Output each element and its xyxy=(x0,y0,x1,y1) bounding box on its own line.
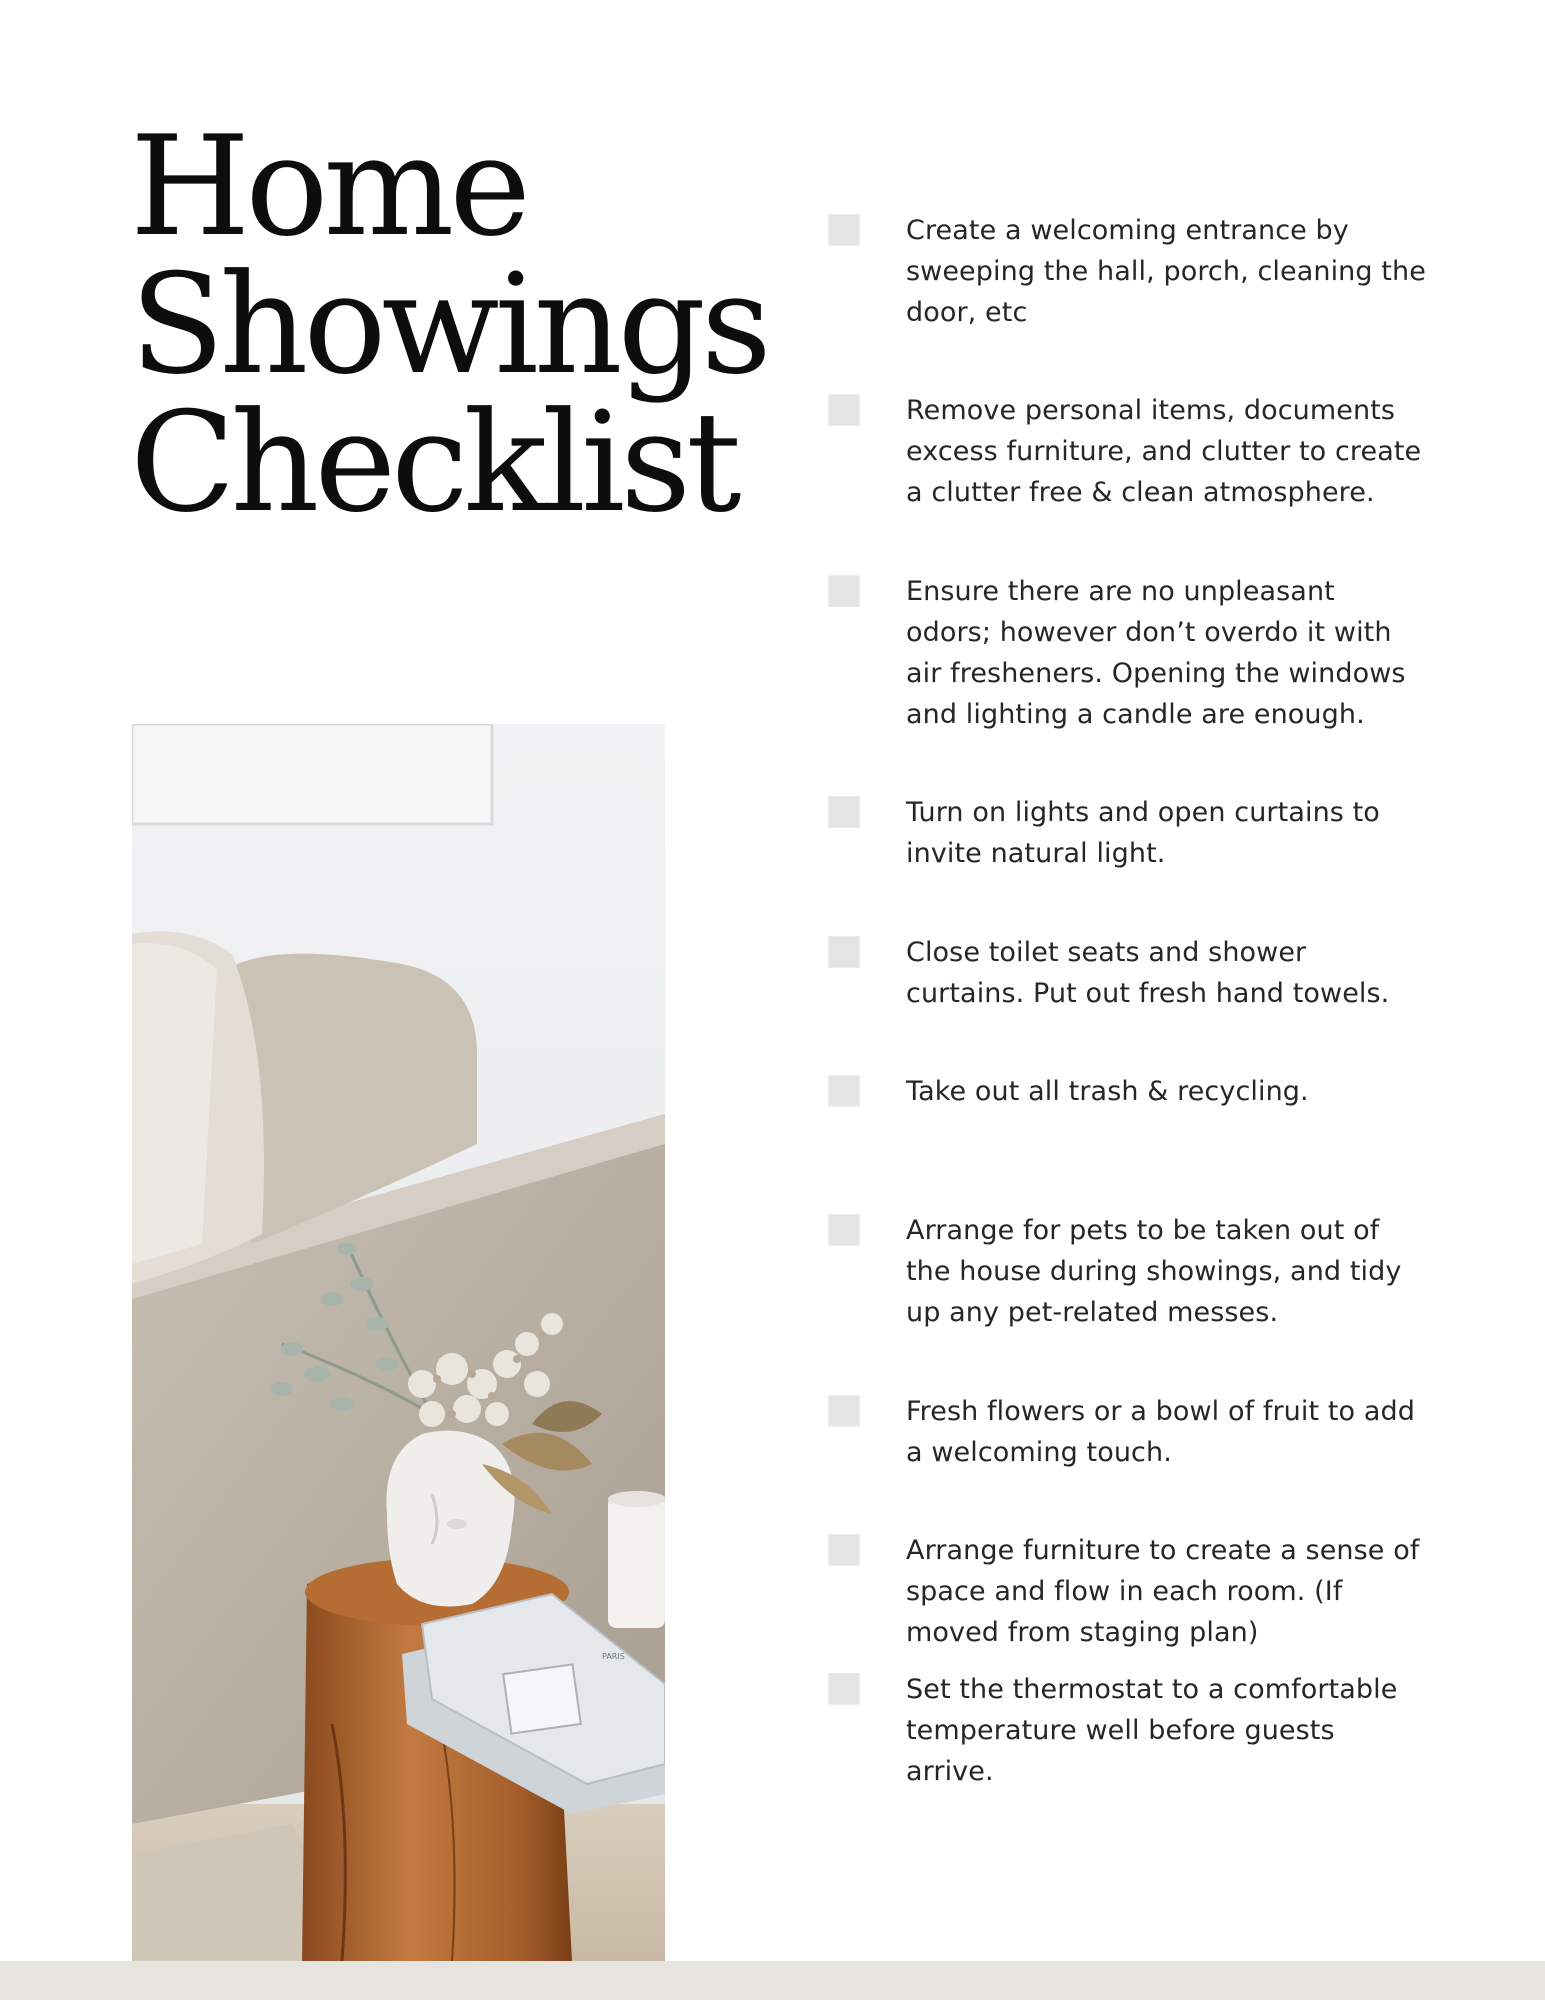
page-title xyxy=(130,106,767,543)
title-line-3: Checklist xyxy=(130,382,737,543)
checkbox[interactable] xyxy=(828,1075,860,1107)
checklist-item-text: Take out all trash & recycling. xyxy=(906,1076,1309,1107)
checklist-item-text: Set the thermostat to a comfortable temperature well before guests arrive. xyxy=(906,1674,1398,1787)
living-room-photo xyxy=(132,724,665,1961)
checkbox[interactable] xyxy=(828,575,860,607)
checklist-item-text: Close toilet seats and shower curtains. Put out fresh hand towels. xyxy=(906,937,1390,1009)
checklist-item-text: Remove personal items, documents excess furniture, and clutter to create a clutter free & clean atmosphere. xyxy=(906,395,1422,508)
checkbox[interactable] xyxy=(828,1395,860,1427)
checkbox[interactable] xyxy=(828,1214,860,1246)
checklist-item-text: Ensure there are no unpleasant odors; however don’t overdo it with air fresheners. Opening the windows and lighting a candle are enough. xyxy=(906,576,1406,730)
checkbox[interactable] xyxy=(828,936,860,968)
checkbox[interactable] xyxy=(828,1534,860,1566)
checkbox[interactable] xyxy=(828,1673,860,1705)
title-line-2: Showings xyxy=(130,244,767,405)
checklist-item-text: Arrange for pets to be taken out of the house during showings, and tidy up any pet-related messes. xyxy=(906,1215,1402,1328)
book-cover-text: PARIS xyxy=(602,1652,625,1661)
checklist-item-text: Turn on lights and open curtains to invite natural light. xyxy=(906,797,1380,869)
checkbox[interactable] xyxy=(828,214,860,246)
checklist-item-text: Arrange furniture to create a sense of space and flow in each room. (If moved from staging plan) xyxy=(906,1535,1420,1648)
checklist-item-text: Fresh flowers or a bowl of fruit to add a welcoming touch. xyxy=(906,1396,1415,1468)
footer-band xyxy=(0,1961,1545,2000)
checkbox[interactable] xyxy=(828,796,860,828)
checklist-item-text: Create a welcoming entrance by sweeping the hall, porch, cleaning the door, etc xyxy=(906,215,1426,328)
checkbox[interactable] xyxy=(828,394,860,426)
title-line-1: Home xyxy=(130,106,526,267)
